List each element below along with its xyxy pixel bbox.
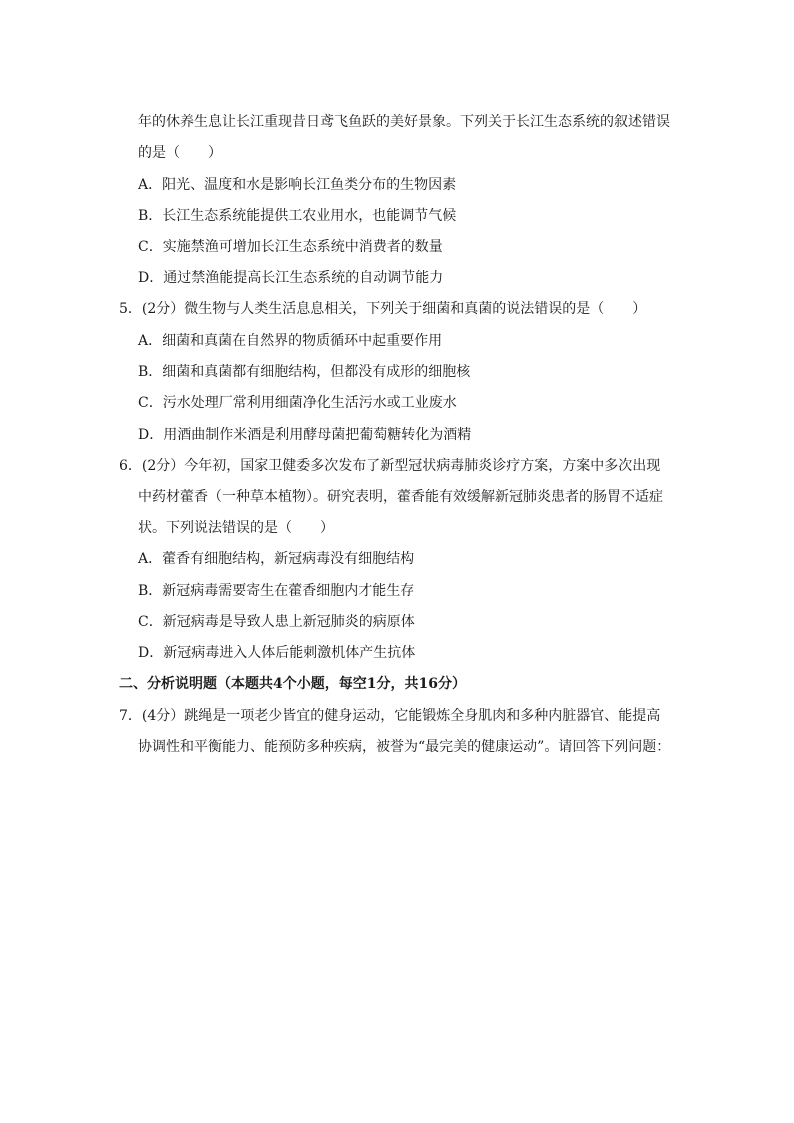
q6-option-c: C．新冠病毒是导致人患上新冠肺炎的病原体: [138, 614, 415, 630]
q5-option-c: C．污水处理厂常利用细菌净化生活污水或工业废水: [138, 395, 457, 411]
q4-stem-line-1: 年的休养生息让长江重现昔日鸢飞鱼跃的美好景象。下列关于长江生态系统的叙述错误: [138, 114, 670, 130]
q6-stem-line-3: 状。下列说法错误的是（ ）: [138, 520, 334, 536]
q4-stem-line-2: 的是（ ）: [138, 145, 222, 161]
q7-stem-line-1: 7．(4分）跳绳是一项老少皆宜的健身运动，它能锻炼全身肌肉和多种内脏器官、能提高: [119, 708, 661, 724]
q4-option-c: C．实施禁渔可增加长江生态系统中消费者的数量: [138, 239, 443, 255]
q5-stem-line-1: 5．(2分）微生物与人类生活息息相关，下列关于细菌和真菌的说法错误的是（ ）: [119, 301, 647, 317]
q6-stem-line-1: 6．(2分）今年初，国家卫健委多次发布了新型冠状病毒肺炎诊疗方案，方案中多次出现: [119, 458, 661, 474]
q6-stem-line-2: 中药材藿香（一种草本植物）。研究表明，藿香能有效缓解新冠肺炎患者的肠胃不适症: [138, 489, 663, 505]
q6-option-a: A．藿香有细胞结构，新冠病毒没有细胞结构: [138, 551, 415, 567]
section-heading: 二、分析说明题（本题共4个小题，每空1分，共16分）: [119, 676, 466, 692]
q5-option-a: A．细菌和真菌在自然界的物质循环中起重要作用: [138, 333, 443, 349]
q4-option-a: A．阳光、温度和水是影响长江鱼类分布的生物因素: [138, 177, 457, 193]
q6-option-d: D．新冠病毒进入人体后能刺激机体产生抗体: [138, 645, 416, 661]
q5-option-d: D．用酒曲制作米酒是利用酵母菌把葡萄糖转化为酒精: [138, 427, 472, 443]
q5-option-b: B．细菌和真菌都有细胞结构，但都没有成形的细胞核: [138, 364, 471, 380]
q4-option-d: D．通过禁渔能提高长江生态系统的自动调节能力: [138, 270, 444, 286]
q7-stem-line-2: 协调性和平衡能力、能预防多种疾病，被誉为“最完美的健康运动”。请回答下列问题：: [138, 739, 671, 755]
q4-option-b: B．长江生态系统能提供工农业用水，也能调节气候: [138, 208, 457, 224]
q6-option-b: B．新冠病毒需要寄生在藿香细胞内才能生存: [138, 583, 415, 599]
